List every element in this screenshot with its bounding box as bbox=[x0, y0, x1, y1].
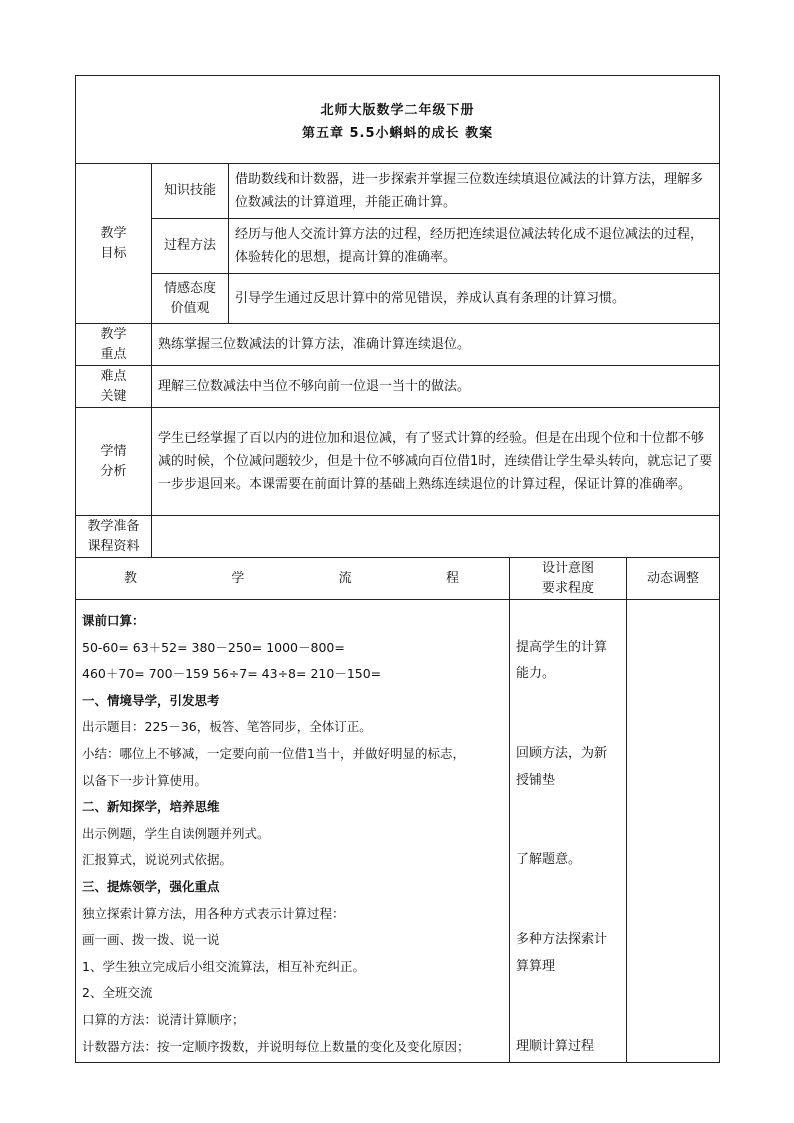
preparation-text bbox=[152, 516, 720, 558]
design-note bbox=[516, 1007, 622, 1034]
analysis-text: 学生已经掌握了百以内的进位加和退位减，有了竖式计算的经验。但是在出现个位和十位都不够减的时候，个位减问题较少，但是十位不够减向百位借1时，连续借让学生晕头转向，就忘记了要一步步退回来。本课需要在前面计算的基础上熟练连续退位的计算过程，保证计算的准确率。 bbox=[152, 408, 720, 516]
difficulty-text: 理解三位数减法中当位不够向前一位退一当十的做法。 bbox=[152, 366, 720, 408]
lesson-plan-table bbox=[75, 75, 720, 1063]
design-note: 多种方法探索计 bbox=[516, 932, 608, 948]
title-line-1: 北师大版数学二年级下册 bbox=[320, 103, 475, 118]
design-note bbox=[516, 874, 622, 901]
flow-line: 口算的方法：说清计算顺序； bbox=[82, 1011, 245, 1027]
design-note: 回顾方法，为新 bbox=[516, 745, 608, 761]
objective-text-process: 经历与他人交流计算方法的过程，经历把连续退位减法转化成不退位减法的过程，体验转化的思想，提高计算的准确率。 bbox=[229, 219, 720, 274]
key-point-text: 熟练掌握三位数减法的计算方法，准确计算连续退位。 bbox=[152, 324, 720, 366]
flow-line: 小结：哪位上不够减，一定要向前一位借1当十，并做好明显的标志， bbox=[82, 745, 465, 761]
title-line-2: 第五章 5.5小蝌蚪的成长 教案 bbox=[301, 126, 494, 141]
design-note bbox=[516, 794, 622, 821]
design-note bbox=[516, 901, 622, 928]
design-note: 授铺垫 bbox=[516, 772, 556, 788]
flow-header-char: 流 bbox=[338, 571, 352, 586]
objective-name-knowledge: 知识技能 bbox=[152, 164, 229, 219]
objectives-label: 教学 目标 bbox=[76, 164, 152, 324]
flow-header-char: 程 bbox=[445, 571, 459, 586]
flow-line: 2、全班交流 bbox=[82, 985, 153, 1001]
design-note bbox=[516, 980, 622, 1007]
flow-header-char: 学 bbox=[231, 571, 245, 586]
preparation-label: 教学准备 课程资料 bbox=[76, 516, 152, 558]
flow-line: 出示例题，学生自读例题并列式。 bbox=[82, 825, 270, 841]
design-notes bbox=[510, 600, 627, 1063]
flow-line: 独立探索计算方法，用各种方式表示计算过程： bbox=[82, 905, 345, 921]
flow-header-char: 教 bbox=[124, 571, 138, 586]
flow-header bbox=[76, 558, 510, 600]
flow-line: 460＋70= 700－159 56÷7= 43÷8= 210－150= bbox=[82, 666, 382, 682]
flow-line: 1、学生独立完成后小组交流算法，相互补充纠正。 bbox=[82, 958, 365, 974]
flow-line: 三、提炼领学，强化重点 bbox=[82, 878, 220, 894]
design-note bbox=[516, 608, 622, 635]
flow-line: 汇报算式，说说列式依据。 bbox=[82, 852, 233, 868]
dynamic-adjust-cell bbox=[627, 600, 720, 1063]
flow-content bbox=[76, 600, 510, 1063]
design-note bbox=[516, 714, 622, 741]
analysis-label: 学情 分析 bbox=[76, 408, 152, 516]
design-note: 算算理 bbox=[516, 958, 556, 974]
flow-line: 一、情境导学，引发思考 bbox=[82, 692, 220, 708]
flow-line: 画一画、拨一拨、说一说 bbox=[82, 932, 220, 948]
design-intent-header: 设计意图 要求程度 bbox=[510, 558, 627, 600]
flow-line: 50-60= 63＋52= 380－250= 1000－800= bbox=[82, 639, 345, 655]
objective-name-process: 过程方法 bbox=[152, 219, 229, 274]
objective-name-attitude: 情感态度 价值观 bbox=[152, 274, 229, 324]
difficulty-label: 难点 关键 bbox=[76, 366, 152, 408]
objective-text-knowledge: 借助数线和计数器，进一步探索并掌握三位数连续填退位减法的计算方法，理解多位数减法的计算道理，并能正确计算。 bbox=[229, 164, 720, 219]
design-note bbox=[516, 821, 622, 848]
key-point-label: 教学 重点 bbox=[76, 324, 152, 366]
dynamic-adjust-header: 动态调整 bbox=[627, 558, 720, 600]
design-note: 提高学生的计算 bbox=[516, 639, 608, 655]
objective-text-attitude: 引导学生通过反思计算中的常见错误，养成认真有条理的计算习惯。 bbox=[229, 274, 720, 324]
design-note: 了解题意。 bbox=[516, 852, 582, 868]
flow-line: 二、新知探学，培养思维 bbox=[82, 799, 220, 815]
design-note: 能力。 bbox=[516, 666, 556, 682]
flow-line: 课前口算： bbox=[82, 613, 145, 628]
design-note: 理顺计算过程 bbox=[516, 1038, 595, 1054]
document-title bbox=[76, 76, 720, 164]
flow-line: 出示题目：225－36，板答、笔答同步，全体订正。 bbox=[82, 719, 372, 735]
flow-line: 以备下一步计算使用。 bbox=[82, 772, 208, 788]
flow-line: 计数器方法：按一定顺序拨数，并说明每位上数量的变化及变化原因； bbox=[82, 1038, 470, 1054]
design-note bbox=[516, 688, 622, 715]
